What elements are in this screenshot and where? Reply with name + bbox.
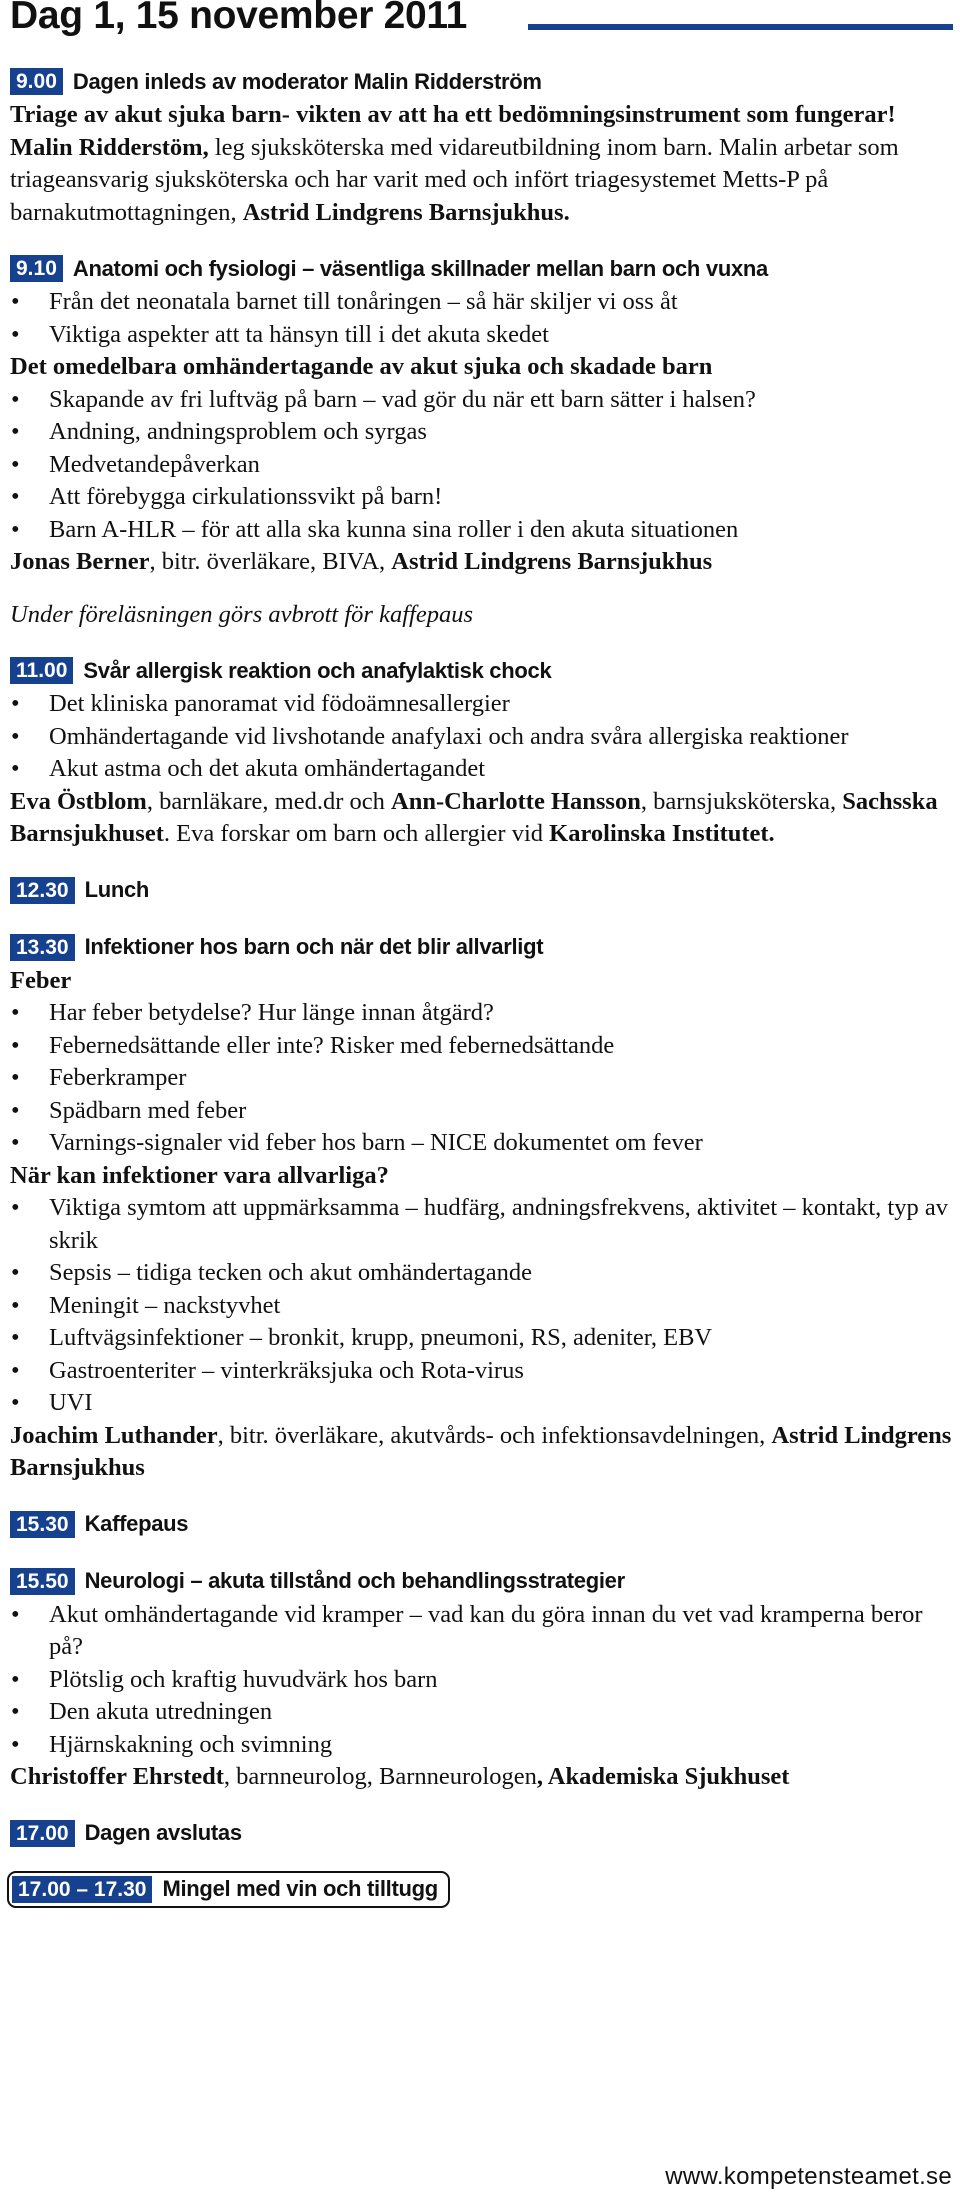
session-0900 bbox=[10, 68, 955, 229]
session-1530 bbox=[10, 1511, 955, 1538]
speaker-organization: Karolinska Institutet. bbox=[549, 820, 775, 847]
bullet-list bbox=[10, 286, 955, 351]
session-1330 bbox=[10, 934, 955, 1485]
list-item: • Den akuta utredningen bbox=[11, 1698, 273, 1725]
list-item: • Febernedsättande eller inte? Risker med febernedsättande bbox=[11, 1031, 615, 1059]
time-badge: 17.00 – 17.30 bbox=[12, 1876, 152, 1903]
session-mingel bbox=[10, 1871, 955, 1908]
list-item: • Viktiga aspekter att ta hänsyn till i det akuta skedet bbox=[11, 320, 549, 348]
session-header bbox=[10, 68, 955, 95]
list-item: • Hjärnskakning och svimning bbox=[11, 1730, 333, 1758]
session-lead: Triage av akut sjuka barn- vikten av att ha ett bedömningsinstrument som fungerar! bbox=[10, 101, 896, 128]
mingel-box bbox=[7, 1871, 450, 1908]
list-item: • Akut omhändertagande vid kramper – vad kan du göra innan du vet vad kramperna beror på? bbox=[11, 1600, 923, 1660]
session-title: Lunch bbox=[84, 877, 150, 902]
session-1700 bbox=[10, 1820, 955, 1847]
speaker-name: Jonas Berner bbox=[10, 548, 150, 575]
bullet-list bbox=[10, 384, 955, 547]
session-0910 bbox=[10, 255, 955, 631]
session-title: Mingel med vin och tilltugg bbox=[162, 1876, 438, 1901]
list-item: • Luftvägsinfektioner – bronkit, krupp, pneumoni, RS, adeniter, EBV bbox=[11, 1324, 713, 1351]
bullet-list bbox=[10, 1192, 955, 1420]
session-header bbox=[10, 1568, 955, 1595]
list-item: • Det kliniska panoramat vid födoämnesallergier bbox=[11, 690, 510, 717]
speaker-name: Ann-Charlotte Hansson bbox=[391, 787, 641, 815]
speaker-name: Malin Ridderstöm, bbox=[10, 133, 209, 161]
session-title: Infektioner hos barn och när det blir allvarligt bbox=[84, 934, 544, 959]
session-title: Anatomi och fysiologi – väsentliga skillnader mellan barn och vuxna bbox=[72, 255, 768, 281]
list-item: • Viktiga symtom att uppmärksamma – hudfärg, andningsfrekvens, aktivitet – kontakt, typ av skrik bbox=[11, 1194, 948, 1254]
session-1100 bbox=[10, 657, 955, 851]
list-item: • Att förebygga cirkulationssvikt på barn! bbox=[11, 483, 443, 510]
speaker-organization: Astrid Lindgrens Barnsjukhus bbox=[10, 1421, 952, 1481]
session-header bbox=[10, 255, 955, 282]
speaker-organization: Astrid Lindgrens Barnsjukhus. bbox=[242, 198, 570, 226]
time-badge: 9.00 bbox=[10, 68, 63, 95]
time-badge: 11.00 bbox=[10, 657, 73, 684]
session-header bbox=[10, 657, 955, 684]
list-item: • Meningit – nackstyvhet bbox=[11, 1291, 281, 1319]
speaker-info bbox=[10, 546, 955, 579]
list-item: • Från det neonatala barnet till tonåringen – så här skiljer vi oss åt bbox=[11, 288, 678, 315]
speaker-name: Joachim Luthander bbox=[10, 1421, 218, 1449]
day-title: Dag 1, 15 november 2011 bbox=[10, 0, 468, 37]
speaker-info: Christoffer Ehrstedt, barnneurolog, Barnneurologen, Akademiska Sjukhuset bbox=[10, 1763, 790, 1790]
section-subheading: Det omedelbara omhändertagande av akut sjuka och skadade barn bbox=[10, 353, 713, 380]
list-item: • Gastroenteriter – vinterkräksjuka och Rota-virus bbox=[11, 1356, 524, 1384]
bullet-list bbox=[10, 688, 955, 786]
list-item: • Varnings-signaler vid feber hos barn – NICE dokumentet om fever bbox=[11, 1129, 703, 1156]
list-item: • Spädbarn med feber bbox=[11, 1096, 247, 1124]
list-item: • Medvetandepåverkan bbox=[11, 450, 260, 478]
program-content bbox=[10, 68, 955, 1908]
time-badge: 15.30 bbox=[10, 1511, 75, 1538]
time-badge: 17.00 bbox=[10, 1820, 75, 1847]
list-item: • Sepsis – tidiga tecken och akut omhändertagande bbox=[11, 1259, 533, 1286]
speaker-organization: Sachsska Barnsjukhuset bbox=[10, 787, 938, 847]
bullet-list bbox=[10, 1599, 955, 1762]
session-title: Svår allergisk reaktion och anafylaktisk chock bbox=[83, 657, 552, 683]
section-subheading: Feber bbox=[10, 966, 72, 994]
list-item: • Barn A-HLR – för att alla ska kunna sina roller i den akuta situationen bbox=[11, 515, 739, 543]
session-header bbox=[10, 877, 955, 904]
session-1550 bbox=[10, 1568, 955, 1794]
list-item: • Plötslig och kraftig huvudvärk hos barn bbox=[11, 1665, 438, 1693]
session-title: Dagen inleds av moderator Malin Ridderström bbox=[72, 68, 542, 94]
session-header bbox=[10, 934, 955, 961]
speaker-organization: , Akademiska Sjukhuset bbox=[536, 1763, 790, 1790]
speaker-info: Eva Östblom, barnläkare, med.dr och Ann-Charlotte Hansson, barnsjuksköterska, Sachsska Barnsjukhuset. Eva forskar om barn och allergier vid Karolinska Institutet. bbox=[10, 787, 938, 847]
speaker-info: Joachim Luthander, bitr. överläkare, akutvårds- och infektionsavdelningen, Astrid Lindgrens Barnsjukhus bbox=[10, 1421, 952, 1481]
speaker-info bbox=[10, 132, 955, 230]
list-item: • Akut astma och det akuta omhändertagandet bbox=[11, 755, 486, 782]
session-header bbox=[10, 1820, 955, 1847]
bullet-list bbox=[10, 997, 955, 1160]
speaker-name: Christoffer Ehrstedt bbox=[10, 1763, 224, 1790]
speaker-name: Eva Östblom bbox=[10, 787, 147, 815]
footer-url: www.kompetensteamet.se bbox=[665, 2163, 952, 2190]
list-item: • UVI bbox=[11, 1389, 93, 1416]
time-badge: 15.50 bbox=[10, 1568, 75, 1595]
speaker-organization: Astrid Lindgrens Barnsjukhus bbox=[391, 548, 713, 575]
list-item: • Feberkramper bbox=[11, 1064, 187, 1091]
session-1230 bbox=[10, 877, 955, 904]
list-item: • Omhändertagande vid livshotande anafylaxi och andra svåra allergiska reaktioner bbox=[11, 722, 849, 750]
session-title: Dagen avslutas bbox=[84, 1820, 242, 1845]
time-badge: 12.30 bbox=[10, 877, 75, 904]
session-title: Kaffepaus bbox=[84, 1511, 189, 1536]
list-item: • Har feber betydelse? Hur länge innan åtgärd? bbox=[11, 999, 494, 1026]
speaker-description: , bitr. överläkare, BIVA, bbox=[149, 548, 392, 575]
session-header bbox=[10, 1511, 955, 1538]
time-badge: 13.30 bbox=[10, 934, 75, 961]
time-badge: 9.10 bbox=[10, 255, 63, 282]
list-item: • Andning, andningsproblem och syrgas bbox=[11, 418, 427, 445]
speaker-description: leg sjuksköterska med vidareutbildning inom barn. Malin arbetar som triageansvarig sjuksköterska och har varit med och infört triagesystemet Metts-P på barnakutmottagningen, bbox=[10, 133, 899, 226]
list-item: • Skapande av fri luftväg på barn – vad gör du när ett barn sätter i halsen? bbox=[11, 385, 756, 413]
session-title: Neurologi – akuta tillstånd och behandlingsstrategier bbox=[84, 1568, 625, 1593]
section-subheading: När kan infektioner vara allvarliga? bbox=[10, 1161, 389, 1189]
break-note: Under föreläsningen görs avbrott för kaffepaus bbox=[10, 600, 473, 628]
title-rule bbox=[528, 24, 953, 30]
